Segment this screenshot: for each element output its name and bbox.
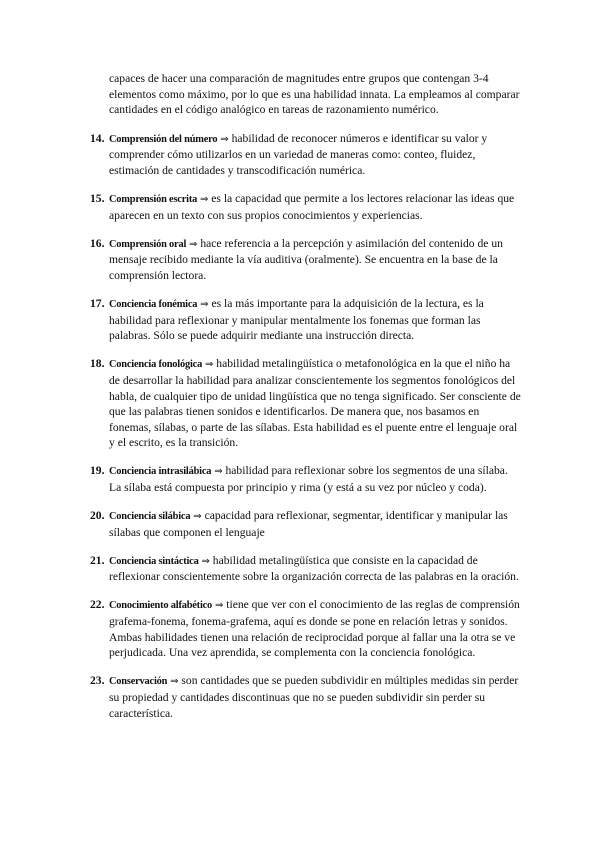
item-definition: son cantidades que se pueden subdividir en múltiples medidas sin perder su propiedad y cantidades discontinuas que no se pueden subdividir sin perder su característica.: [109, 674, 519, 720]
item-number: 15.: [90, 192, 105, 206]
implies-arrow-icon: ⇒: [170, 676, 179, 688]
item-term: Comprensión del número: [109, 133, 218, 145]
glossary-item-21: [90, 553, 522, 585]
item-number: 17.: [90, 297, 105, 311]
glossary-item-15: [90, 191, 522, 223]
glossary-content: [90, 71, 522, 734]
glossary-item-19: [90, 463, 522, 495]
item-definition: capacidad para reflexionar, segmentar, identificar y manipular las sílabas que componen el lenguaje: [109, 509, 508, 539]
implies-arrow-icon: ⇒: [204, 359, 214, 371]
item-body: [109, 131, 522, 179]
item-term: Comprensión oral: [109, 238, 187, 250]
item-term: Conservación: [109, 676, 168, 688]
item-term: Conciencia fonémica: [109, 299, 198, 311]
item-body: [109, 508, 522, 540]
item-number: 16.: [90, 236, 105, 250]
item-body: [109, 236, 522, 284]
implies-arrow-icon: ⇒: [193, 511, 202, 523]
implies-arrow-icon: ⇒: [214, 600, 224, 612]
item-term: Conciencia intrasilábica: [109, 466, 212, 478]
implies-arrow-icon: ⇒: [200, 299, 209, 311]
glossary-item-23: [90, 673, 522, 721]
item-number: 23.: [90, 674, 105, 688]
item-body: [109, 673, 522, 721]
item-term: Conciencia silábica: [109, 511, 191, 523]
item-number: 14.: [90, 131, 105, 145]
implies-arrow-icon: ⇒: [214, 466, 223, 478]
item-definition: es la capacidad que permite a los lectores relacionar las ideas que aparecen en un texto con sus propios conocimientos y experiencias.: [109, 192, 515, 222]
item-definition: tiene que ver con el conocimiento de las reglas de comprensión grafema-fonema, fonema-grafema, aquí es donde se pone en relación letras y sonidos. Ambas habilidades tienen una relación de reciprocidad porque al fallar una la otra se ve perjudicada. Una vez aprendida, se complementa con la conciencia fonológica.: [109, 598, 520, 660]
item-number: 19.: [90, 464, 105, 478]
item-body: [109, 191, 522, 223]
item-definition: habilidad para reflexionar sobre los segmentos de una sílaba. La sílaba está compuesta por principio y rima (y está a su vez por núcleo y coda).: [109, 464, 508, 494]
item-term: Conciencia sintáctica: [109, 555, 199, 567]
item-body: [109, 553, 522, 585]
item-definition: hace referencia a la percepción y asimilación del contenido de un mensaje recibido mediante la vía auditiva (oralmente). Se encuentra en la base de la comprensión lectora.: [109, 236, 503, 282]
implies-arrow-icon: ⇒: [189, 238, 198, 250]
item-definition: habilidad metalingüística o metafonológica en la que el niño ha de desarrollar la habilidad para analizar conscientemente los segmentos fonológicos del habla, de cualquier tipo de unidad lingüística que no tenga significado. Ser consciente de que las palabras tienen sonidos e identificarlos. De manera que, nos basamos en fonemas, sílabas, o parte de las sílabas. Esta habilidad es el puente entre el lenguaje oral y el escrito, es la transición.: [109, 357, 521, 450]
glossary-item-17: [90, 296, 522, 344]
glossary-item-20: [90, 508, 522, 540]
item-number: 20.: [90, 509, 105, 523]
continued-paragraph: capaces de hacer una comparación de magnitudes entre grupos que contengan 3-4 elementos como máximo, por lo que es una habilidad innata. La empleamos al comparar cantidades en el código analógico en tareas de razonamiento numérico.: [109, 72, 520, 117]
glossary-item-14: [90, 131, 522, 179]
item-number: 18.: [90, 357, 105, 371]
item-definition: es la más importante para la adquisición de la lectura, es la habilidad para reflexionar y manipular mentalmente los fonemas que forman las palabras. Sólo se puede adquirir mediante una instrucción directa.: [109, 297, 484, 343]
item-definition: habilidad de reconocer números e identificar su valor y comprender cómo utilizarlos en un variedad de maneras como: conteo, fluidez, estimación de cantidades y transcodificación numérica.: [109, 131, 488, 177]
glossary-item-16: [90, 236, 522, 284]
glossary-item-22: [90, 597, 522, 660]
item-term: Comprensión escrita: [109, 194, 198, 206]
implies-arrow-icon: ⇒: [201, 555, 210, 567]
implies-arrow-icon: ⇒: [199, 194, 209, 206]
glossary-item-18: [90, 356, 522, 451]
item-term: Conocimiento alfabético: [109, 600, 213, 612]
item-number: 21.: [90, 553, 105, 567]
item-term: Conciencia fonológica: [109, 359, 203, 371]
implies-arrow-icon: ⇒: [220, 133, 229, 145]
item-body: [109, 356, 522, 451]
item-body: [109, 296, 522, 344]
item-definition: habilidad metalingüística que consiste en la capacidad de reflexionar conscientemente sobre la organización correcta de las palabras en la oración.: [109, 553, 519, 584]
item-body: [109, 463, 522, 495]
item-number: 22.: [90, 598, 105, 612]
item-body: [109, 597, 522, 660]
